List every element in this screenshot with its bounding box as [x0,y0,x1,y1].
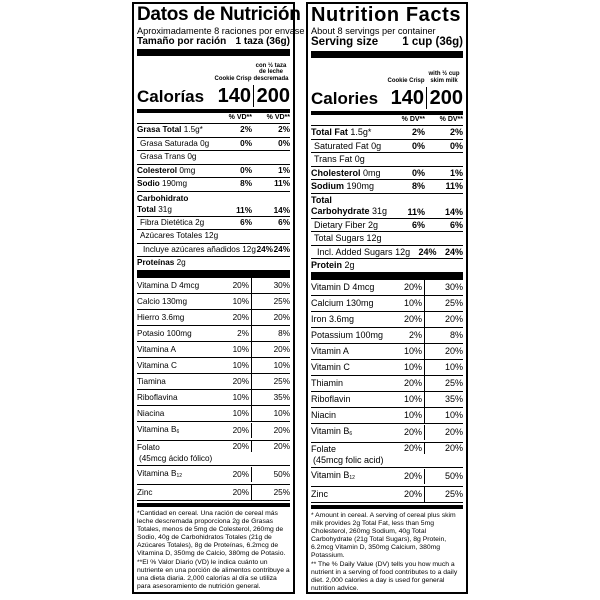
footnotes [137,507,290,591]
daily-value-cereal: 20% [386,443,425,454]
vitamin-row [311,376,463,392]
vitamin-row [311,443,463,468]
vitamin-label: Calcio 130mg [137,296,188,306]
calories-cereal: 140 [217,85,251,107]
daily-value-cereal: 0% [411,167,425,178]
vitamin-name [311,408,386,423]
nutrient-amount: 0g [354,154,365,164]
vitamin-row [137,310,290,326]
vitamin-label: Vitamina B [137,468,177,478]
nutrient-label: Total Fat [311,127,348,137]
daily-value-cereal: 20% [213,423,252,438]
daily-value-cereal: 20% [213,441,252,452]
vitamin-subscript: 12 [349,474,355,481]
daily-value-cereal: 10% [386,344,425,359]
nutrient-name-line2-text: Total [137,204,156,214]
column-header-with-milk: con ½ taza de leche descremada [253,62,289,82]
daily-value-with-milk: 1% [449,167,463,178]
daily-value-with-milk: 50% [444,471,463,481]
serving-size-label: Serving size [311,36,379,48]
daily-value-with-milk: 10% [444,409,463,420]
daily-value-with-milk: 20% [273,312,290,322]
nutrient-label: Total Sugars [314,233,365,243]
nutrient-row [311,140,463,154]
nutrient-amount: 12g [242,244,256,254]
daily-value-header [311,115,463,126]
nutrient-amount: 0mg [363,167,381,178]
nutrient-row [137,165,290,179]
nutrient-name [311,153,387,166]
nutrient-name [137,138,214,151]
daily-value-with-milk: 10% [444,361,463,372]
nutrient-label: Grasa Trans [140,152,186,161]
vitamin-row [311,408,463,424]
nutrient-row [137,244,290,258]
daily-value-with-milk: 25% [273,376,290,386]
vitamin-rows [311,280,463,503]
vitamin-name-line2: (45mcg folic acid) [313,454,384,465]
daily-value-cereal: 0% [240,138,252,148]
servings-per-container: About 8 servings per container [311,26,436,36]
daily-value-with-milk: 30% [273,280,290,290]
nutrient-label: Cholesterol [311,167,361,178]
vitamin-row [311,296,463,312]
nutrient-label: Colesterol [137,165,178,175]
nutrient-label: Grasa Total [137,125,182,134]
daily-value-cereal: 10% [213,294,252,309]
vitamin-row [311,468,463,487]
nutrient-label: Azúcares Totales [140,231,203,240]
column-header-cereal: Cookie Crisp [214,75,252,82]
daily-value-with-milk: 20% [444,313,463,324]
daily-value-with-milk: 24% [444,246,463,257]
nutrient-label: Sodium [311,181,344,191]
nutrient-row [137,230,290,244]
vitamin-name [137,466,213,484]
daily-value-with-milk: 0% [449,140,463,151]
vitamin-name [137,326,213,341]
daily-value-with-milk: 25% [273,296,290,306]
calories-with-milk: 200 [426,87,463,109]
footnotes [311,509,463,593]
daily-value-cereal: 20% [386,469,425,484]
nutrient-name-line2-text: Carbohydrate [311,205,370,216]
nutrient-row [137,257,290,271]
vitamin-label: Thiamin [311,377,344,388]
daily-value-cereal: 11% [407,206,426,217]
vitamin-label: Zinc [311,488,329,499]
vitamin-label: Potassium 100mg [311,329,384,340]
calories-label: Calories [311,89,379,108]
daily-value-with-milk: 24% [273,244,290,254]
nutrient-name [137,193,214,215]
daily-value-with-milk: 50% [273,470,290,479]
daily-value-cereal: 20% [386,312,425,327]
nutrient-row [137,138,290,152]
daily-value-cereal: 20% [386,487,425,502]
vitamin-label: Iron 3.6mg [311,313,355,324]
footnote-amount: * Amount in cereal. A serving of cereal plus skim milk provides 2g Total Fat, less than 5mg Cholesterol, 260mg Sodium, 40g Total Carbohydrate (21g Total Sugars), 8g Protein, 6.2mcg Vitamin D, 350mg Calcium, 380mg Potassium. [311,511,456,559]
vitamin-row [311,280,463,296]
daily-value-cereal: 20% [213,310,252,325]
nutrient-name [311,126,387,139]
vitamin-row [137,294,290,310]
vitamin-name [137,390,213,405]
vitamin-row [137,422,290,441]
dv-header-cereal: % VD** [228,114,252,121]
serving-size-value: 1 cup (36g) [402,36,463,48]
nutrient-name [311,219,387,232]
vitamin-subscript: 6 [176,428,180,435]
nutrient-name [137,178,214,191]
nutrient-amount: 12g [204,231,219,240]
nutrient-label: Saturated Fat [314,140,369,151]
nutrient-name [137,165,214,178]
vitamin-label: Vitamin A [311,345,349,356]
vitamin-label: Vitamin B [311,469,350,480]
nutrient-amount: 0mg [179,165,196,175]
footnote-daily-value: ** The % Daily Value (DV) tells you how much a nutrient in a serving of food contributes to a daily diet. 2,000 calories a day is used for general nutrition advice. [311,560,458,592]
vitamin-subscript: 6 [349,430,353,437]
calories-row [311,85,463,109]
daily-value-cereal: 2% [240,125,252,134]
nutrient-row [311,246,463,260]
nutrient-amount: 190mg [162,179,188,188]
daily-value-cereal: 2% [386,328,425,343]
vitamin-name [311,376,386,391]
divider-thick [137,49,290,56]
nutrient-amount: 0g [371,140,382,151]
vitamin-rows [137,278,290,501]
vitamin-name [137,374,213,389]
nutrient-name [311,140,387,153]
vitamin-name-line2: (45mcg ácido fólico) [139,453,213,463]
dv-header-with-milk: % VD** [266,114,290,121]
column-headers [137,56,290,83]
vitamin-row [137,441,290,466]
daily-value-cereal: 10% [213,406,252,421]
nutrient-name-line1: Carbohidrato [137,193,189,203]
footnote-daily-value: **El % Valor Diario (VD) le indica cuánto un nutriente en una porción de alimentos contribuye a una dieta diaria. 2,000 calorías al día se utiliza para asesoramiento de nutrición general. [137,558,290,590]
daily-value-with-milk: 14% [444,206,463,217]
daily-value-cereal: 20% [213,467,252,482]
vitamin-name [311,487,386,502]
serving-size-row [137,36,290,47]
daily-value-with-milk: 25% [444,297,463,308]
vitamin-row [137,358,290,374]
vitamin-label: Riboflavin [311,393,351,404]
vitamin-label: Vitamina A [137,344,176,354]
nutrient-row [311,180,463,194]
nutrient-label: Protein [311,260,343,270]
daily-value-with-milk: 10% [273,360,290,370]
vitamin-name [137,485,213,500]
nutrient-name [311,246,410,259]
nutrient-amount: 2g [368,219,379,230]
daily-value-cereal: 10% [386,392,425,407]
vitamin-row [311,360,463,376]
calories-row [137,83,290,107]
vitamin-row [311,328,463,344]
vitamin-row [137,374,290,390]
nutrient-label: Incl. Added Sugars [317,246,393,257]
nutrient-rows [137,124,290,271]
daily-value-with-milk: 11% [274,179,290,188]
vitamin-name [137,422,213,440]
nutrient-row [137,151,290,165]
nutrient-label: Grasa Saturada [140,138,198,148]
nutrient-row [137,124,290,138]
vitamin-label: Vitamin D 4mcg [311,281,375,292]
vitamin-name [311,296,386,311]
vitamin-name [311,392,386,407]
vitamin-label: Tiamina [137,376,166,386]
vitamin-name [137,442,213,464]
daily-value-cereal: 10% [213,358,252,373]
vitamin-label: Hierro 3.6mg [137,312,185,322]
vitamin-label: Niacin [311,409,337,420]
daily-value-with-milk: 30% [444,281,463,292]
daily-value-with-milk: 14% [273,205,290,215]
daily-value-cereal: 8% [411,181,425,191]
label-title: Nutrition Facts [311,4,462,26]
dv-header-cereal: % DV** [401,116,425,123]
nutrient-label: Sodio [137,179,160,188]
column-header-with-milk: with ½ cup skim milk [428,71,460,84]
nutrient-amount: 0g [200,138,210,148]
daily-value-with-milk: 0% [278,138,290,148]
daily-value-with-milk: 20% [444,345,463,356]
nutrition-label-english [306,2,468,594]
vitamin-name [137,278,213,293]
vitamin-name [311,328,386,343]
vitamin-name [311,312,386,327]
daily-value-cereal: 6% [411,219,425,230]
footnote-amount: *Cantidad en cereal. Una ración de cereal más leche descremada proporciona 2g de Grasas Totales, menos de 5mg de Colesterol, 260mg de Sodio, 40g de Carbohidratos Totales (21g de Azúcares Totales), 8g de Proteínas, 6.2mcg de Vitamina D, 350mg de Calcio, 380mg de Potasio. [137,509,286,557]
nutrient-amount: 12g [395,246,411,257]
vitamin-name [137,358,213,373]
nutrient-name-line2 [311,206,387,217]
nutrient-amount: 2g [176,258,186,267]
nutrient-name [311,232,387,245]
vitamin-name-line1: Folato [137,442,160,452]
nutrient-row [311,153,463,167]
daily-value-cereal: 20% [386,376,425,391]
nutrient-row [311,219,463,233]
nutrient-row [137,178,290,192]
nutrient-amount: 31g [158,204,172,214]
nutrient-amount: 1.5g* [350,127,372,137]
daily-value-cereal: 2% [213,326,252,341]
nutrient-row [311,167,463,181]
nutrient-name [137,217,214,230]
daily-value-with-milk: 20% [444,427,463,437]
daily-value-with-milk: 2% [278,125,290,134]
serving-size-value: 1 taza (36g) [235,36,290,47]
daily-value-with-milk: 1% [278,165,290,175]
vitamin-row [137,485,290,501]
nutrient-name [311,167,387,180]
daily-value-with-milk: 25% [444,377,463,388]
daily-value-cereal: 20% [213,278,252,293]
daily-value-cereal: 24% [256,244,273,254]
vitamin-row [137,390,290,406]
nutrient-name [311,180,387,193]
serving-size-label: Tamaño por ración [137,36,227,47]
daily-value-with-milk: 10% [273,408,290,418]
nutrient-row [311,232,463,246]
vitamin-label: Zinc [137,487,153,497]
daily-value-cereal: 10% [386,360,425,375]
vitamin-row [311,344,463,360]
vitamin-row [137,342,290,358]
nutrient-name [137,257,214,270]
label-title: Datos de Nutrición [137,4,301,25]
daily-value-cereal: 11% [236,205,252,215]
nutrient-label: Fibra Dietética [140,217,193,227]
nutrient-name [311,195,387,217]
nutrient-label: Proteínas [137,258,175,267]
nutrient-amount: 2g [195,217,205,227]
nutrient-label: Dietary Fiber [314,219,366,230]
nutrient-row [137,217,290,231]
vitamin-row [311,312,463,328]
daily-value-with-milk: 6% [278,217,290,227]
daily-value-cereal: 2% [411,127,425,137]
nutrient-row [137,192,290,217]
daily-value-with-milk: 20% [444,442,463,453]
vitamin-label: Riboflavina [137,392,178,402]
divider-thick [311,273,463,280]
nutrient-amount: 2g [344,260,355,270]
daily-value-cereal: 20% [213,374,252,389]
daily-value-header [137,113,290,124]
nutrient-row [311,194,463,219]
nutrient-name-line2 [137,204,214,215]
vitamin-name [137,342,213,357]
vitamin-label: Niacina [137,408,165,418]
vitamin-row [311,392,463,408]
vitamin-name [311,360,386,375]
daily-value-with-milk: 25% [273,487,290,497]
daily-value-with-milk: 20% [273,344,290,354]
vitamin-label: Calcium 130mg [311,297,374,308]
vitamin-label: Vitamin B [311,425,350,436]
daily-value-with-milk: 6% [449,219,463,230]
calories-label: Calorías [137,87,205,106]
daily-value-cereal: 10% [386,296,425,311]
nutrition-label-spanish [132,2,305,594]
vitamin-row [137,406,290,422]
vitamin-label: Potasio 100mg [137,328,192,338]
nutrient-name-line1: Total [311,194,332,205]
nutrient-name [137,124,214,137]
daily-value-cereal: 0% [411,140,425,151]
daily-value-cereal: 10% [213,390,252,405]
calories-cereal: 140 [390,87,424,109]
daily-value-cereal: 0% [240,165,252,175]
daily-value-cereal: 20% [213,485,252,500]
vitamin-name [311,444,386,466]
vitamin-label: Vitamina C [137,360,177,370]
column-header-cereal: Cookie Crisp [387,77,425,84]
daily-value-with-milk: 2% [449,127,463,137]
nutrient-row [311,126,463,140]
nutrient-label: Incluye azúcares añadidos [143,244,240,254]
vitamin-subscript: 12 [176,472,183,479]
divider-thick [137,271,290,278]
daily-value-with-milk: 20% [273,426,290,435]
vitamin-name [311,280,386,295]
nutrient-rows [311,126,463,273]
vitamin-row [137,466,290,485]
vitamin-name [311,344,386,359]
vitamin-name [137,294,213,309]
nutrient-label: Trans Fat [314,154,353,164]
daily-value-with-milk: 25% [444,488,463,499]
vitamin-name [311,424,386,442]
dv-header-with-milk: % DV** [439,116,463,123]
daily-value-cereal: 10% [386,408,425,423]
daily-value-with-milk: 8% [449,329,463,340]
vitamin-name-line1: Folate [311,443,337,454]
vitamin-label: Vitamina B [137,424,177,434]
daily-value-cereal: 20% [386,280,425,295]
nutrient-name [137,230,218,243]
daily-value-cereal: 20% [386,425,425,440]
nutrient-amount: 190mg [346,181,375,191]
nutrient-amount: 0g [187,152,197,161]
vitamin-row [137,326,290,342]
nutrient-amount: 12g [366,233,382,243]
vitamin-row [311,487,463,503]
vitamin-label: Vitamin C [311,361,350,372]
vitamin-row [137,278,290,294]
nutrient-name [137,244,256,257]
nutrient-row [311,259,463,273]
nutrient-name [137,151,214,164]
daily-value-with-milk: 35% [273,392,290,402]
daily-value-cereal: 10% [213,342,252,357]
nutrient-amount: 31g [372,205,388,216]
daily-value-with-milk: 11% [445,181,463,191]
serving-size-row [311,36,463,49]
vitamin-row [311,424,463,443]
vitamin-name [137,406,213,421]
vitamin-name [311,468,386,486]
column-headers [311,58,463,85]
calories-with-milk: 200 [253,85,290,107]
daily-value-cereal: 6% [240,217,252,227]
vitamin-label: Vitamina D 4mcg [137,280,200,290]
daily-value-with-milk: 20% [273,441,290,451]
daily-value-cereal: 24% [418,246,437,257]
daily-value-with-milk: 8% [278,328,290,338]
vitamin-name [137,310,213,325]
daily-value-cereal: 8% [240,179,252,188]
daily-value-with-milk: 35% [444,393,463,404]
nutrient-name [311,259,387,272]
divider-thick [311,51,463,58]
nutrient-amount: 1.5g* [183,125,203,134]
servings-per-container: Aproximadamente 8 raciones por envase [137,26,305,36]
